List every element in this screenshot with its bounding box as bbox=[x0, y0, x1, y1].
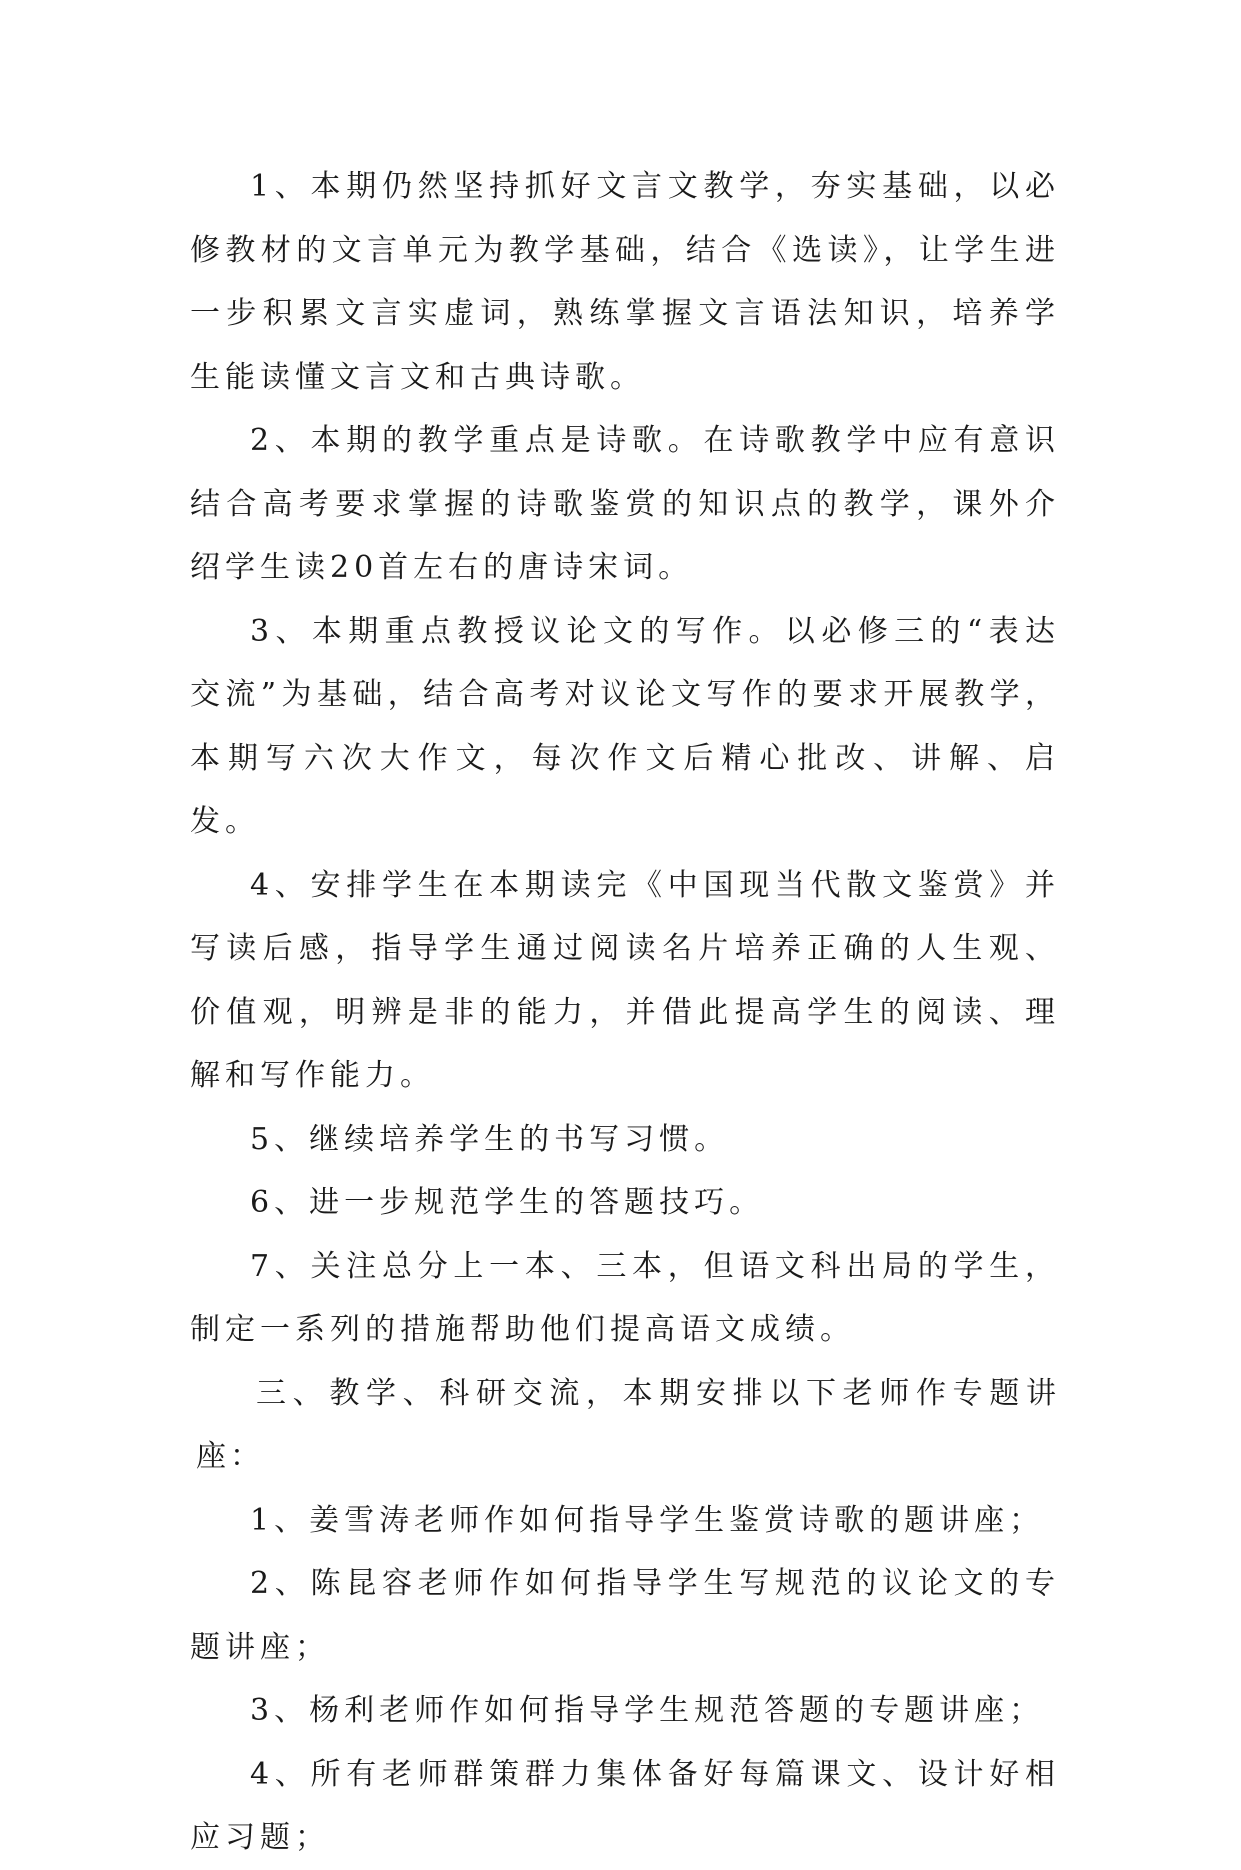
paragraph-goal-5: 5、继续培养学生的书写习惯。 bbox=[250, 1121, 730, 1157]
paragraph-lecture-1: 1、姜雪涛老师作如何指导学生鉴赏诗歌的题讲座； bbox=[250, 1502, 1045, 1538]
paragraph-goal-4: 4、安排学生在本期读完《中国现当代散文鉴赏》并写读后感，指导学生通过阅读名片培养正确的人生观、价值观，明辨是非的能力，并借此提高学生的阅读、理解和写作能力。 bbox=[190, 867, 1060, 1093]
paragraph-goal-1: 1、本期仍然坚持抓好文言文教学，夯实基础，以必修教材的文言单元为教学基础，结合《选读》，让学生进一步积累文言实虚词，熟练掌握文言语法知识，培养学生能读懂文言文和古典诗歌。 bbox=[190, 169, 1060, 395]
paragraph-lecture-2: 2、陈昆容老师作如何指导学生写规范的议论文的专题讲座； bbox=[190, 1566, 1060, 1665]
paragraph-goal-3: 3、本期重点教授议论文的写作。以必修三的“表达交流”为基础，结合高考对议论文写作的要求开展教学，本期写六次大作文，每次作文后精心批改、讲解、启发。 bbox=[190, 613, 1060, 839]
paragraph-lecture-4: 4、所有老师群策群力集体备好每篇课文、设计好相应习题； bbox=[190, 1756, 1060, 1855]
document-body bbox=[190, 155, 1060, 1870]
paragraph-lecture-3: 3、杨利老师作如何指导学生规范答题的专题讲座； bbox=[250, 1693, 1045, 1728]
paragraph-goal-2: 2、本期的教学重点是诗歌。在诗歌教学中应有意识结合高考要求掌握的诗歌鉴赏的知识点的教学，课外介绍学生读20首左右的唐诗宋词。 bbox=[190, 423, 1060, 585]
paragraph-goal-7: 7、关注总分上一本、三本，但语文科出局的学生，制定一系列的措施帮助他们提高语文成绩。 bbox=[190, 1248, 1060, 1347]
section-heading-research-exchange: 三、教学、科研交流，本期安排以下老师作专题讲座： bbox=[196, 1375, 1060, 1474]
paragraph-goal-6: 6、进一步规范学生的答题技巧。 bbox=[250, 1185, 765, 1220]
